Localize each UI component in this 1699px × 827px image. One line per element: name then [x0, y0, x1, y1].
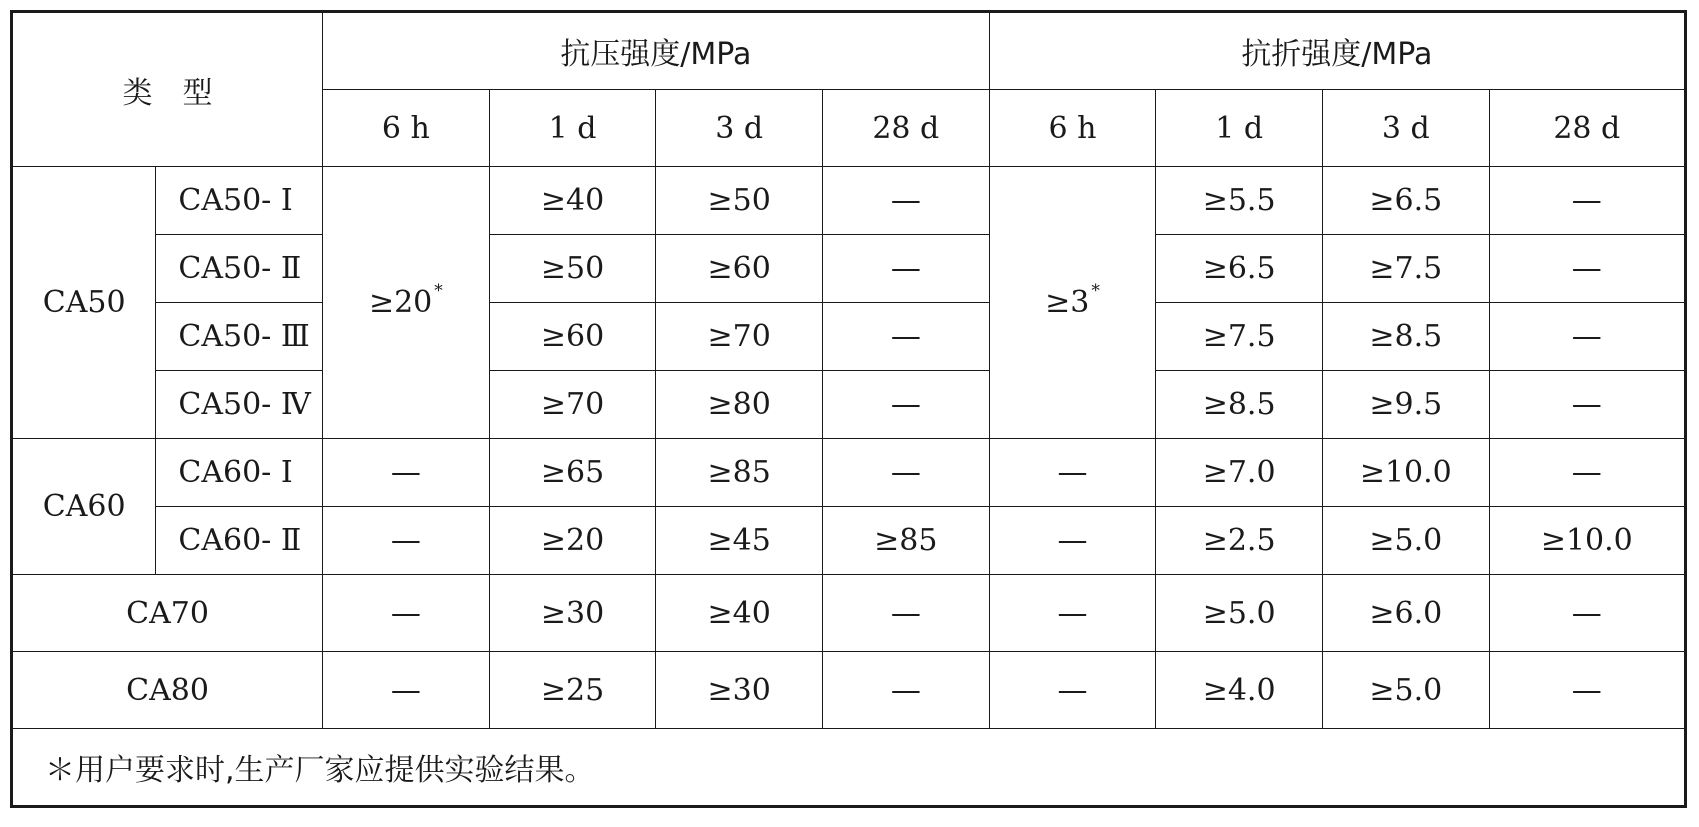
flexural-6h-cell: — [989, 439, 1156, 507]
footnote-row [12, 729, 1686, 807]
table-row [12, 235, 1686, 303]
footnote-mark: * [1091, 281, 1100, 301]
table-row [12, 303, 1686, 371]
flexural-6h-cell: — [989, 575, 1156, 652]
footnote-mark: * [434, 281, 443, 301]
age-header-compressive-3d: 3 d [656, 90, 823, 167]
age-header-compressive-28d: 28 d [822, 90, 989, 167]
table-row [12, 439, 1686, 507]
flexural-6h-cell [989, 167, 1156, 439]
flexural-3d-cell: ≥9.5 [1322, 371, 1489, 439]
flexural-3d-cell: ≥8.5 [1322, 303, 1489, 371]
flexural-3d-cell: ≥6.5 [1322, 167, 1489, 235]
flexural-1d-cell: ≥5.0 [1156, 575, 1323, 652]
compressive-3d-cell: ≥70 [656, 303, 823, 371]
table-row [12, 167, 1686, 235]
compressive-3d-cell: ≥60 [656, 235, 823, 303]
age-header-flexural-6h: 6 h [989, 90, 1156, 167]
compressive-28d-cell: — [822, 371, 989, 439]
footnote: ＊用户要求时,生产厂家应提供实验结果。 [12, 729, 1686, 807]
age-header-flexural-1d: 1 d [1156, 90, 1323, 167]
flexural-1d-cell: ≥2.5 [1156, 507, 1323, 575]
compressive-3d-cell: ≥45 [656, 507, 823, 575]
age-header-flexural-28d: 28 d [1489, 90, 1685, 167]
flexural-28d-cell: — [1489, 575, 1685, 652]
subtype-label: CA50- Ⅰ [156, 167, 323, 235]
flexural-1d-cell: ≥7.0 [1156, 439, 1323, 507]
age-header-compressive-1d: 1 d [489, 90, 656, 167]
flexural-3d-cell: ≥6.0 [1322, 575, 1489, 652]
subtype-label: CA50- Ⅱ [156, 235, 323, 303]
flexural-1d-cell: ≥5.5 [1156, 167, 1323, 235]
compressive-3d-cell: ≥30 [656, 652, 823, 729]
flexural-28d-cell: — [1489, 167, 1685, 235]
subtype-label: CA50- Ⅳ [156, 371, 323, 439]
compressive-6h-cell: — [323, 652, 490, 729]
compressive-1d-cell: ≥25 [489, 652, 656, 729]
strength-table [10, 10, 1687, 808]
flexural-6h-value: ≥3 [1045, 285, 1090, 320]
compressive-6h-cell: — [323, 575, 490, 652]
flexural-3d-cell: ≥10.0 [1322, 439, 1489, 507]
age-header-flexural-3d: 3 d [1322, 90, 1489, 167]
compressive-28d-cell: — [822, 303, 989, 371]
compressive-28d-cell: — [822, 167, 989, 235]
table-row [12, 507, 1686, 575]
flexural-3d-cell: ≥5.0 [1322, 652, 1489, 729]
compressive-3d-cell: ≥40 [656, 575, 823, 652]
compressive-6h-cell: — [323, 507, 490, 575]
table-row [12, 575, 1686, 652]
flexural-28d-cell: — [1489, 371, 1685, 439]
flexural-28d-cell: — [1489, 439, 1685, 507]
compressive-28d-cell: — [822, 575, 989, 652]
compressive-1d-cell: ≥50 [489, 235, 656, 303]
subtype-label: CA50- Ⅲ [156, 303, 323, 371]
flexural-1d-cell: ≥7.5 [1156, 303, 1323, 371]
flexural-28d-cell: — [1489, 303, 1685, 371]
table-row [12, 652, 1686, 729]
flexural-28d-cell: — [1489, 652, 1685, 729]
compressive-1d-cell: ≥40 [489, 167, 656, 235]
strength-table-container [10, 10, 1687, 808]
compressive-28d-cell: ≥85 [822, 507, 989, 575]
type-label-ca70: CA70 [12, 575, 323, 652]
group-label-ca60: CA60 [12, 439, 156, 575]
flexural-strength-header: 抗折强度/MPa [989, 12, 1685, 90]
age-header-compressive-6h: 6 h [323, 90, 490, 167]
compressive-28d-cell: — [822, 235, 989, 303]
compressive-3d-cell: ≥85 [656, 439, 823, 507]
flexural-3d-cell: ≥7.5 [1322, 235, 1489, 303]
type-header: 类 型 [12, 12, 323, 167]
compressive-1d-cell: ≥20 [489, 507, 656, 575]
group-label-ca50: CA50 [12, 167, 156, 439]
flexural-28d-cell: — [1489, 235, 1685, 303]
flexural-1d-cell: ≥6.5 [1156, 235, 1323, 303]
compressive-strength-header: 抗压强度/MPa [323, 12, 990, 90]
flexural-1d-cell: ≥4.0 [1156, 652, 1323, 729]
flexural-1d-cell: ≥8.5 [1156, 371, 1323, 439]
compressive-28d-cell: — [822, 652, 989, 729]
type-label-ca80: CA80 [12, 652, 323, 729]
subtype-label: CA60- Ⅰ [156, 439, 323, 507]
flexural-6h-cell: — [989, 507, 1156, 575]
compressive-3d-cell: ≥50 [656, 167, 823, 235]
compressive-1d-cell: ≥30 [489, 575, 656, 652]
subtype-label: CA60- Ⅱ [156, 507, 323, 575]
compressive-3d-cell: ≥80 [656, 371, 823, 439]
flexural-6h-cell: — [989, 652, 1156, 729]
compressive-6h-cell [323, 167, 490, 439]
compressive-1d-cell: ≥70 [489, 371, 656, 439]
header-row-1 [12, 12, 1686, 90]
table-row [12, 371, 1686, 439]
compressive-6h-value: ≥20 [368, 285, 433, 320]
flexural-28d-cell: ≥10.0 [1489, 507, 1685, 575]
compressive-1d-cell: ≥65 [489, 439, 656, 507]
flexural-3d-cell: ≥5.0 [1322, 507, 1489, 575]
compressive-1d-cell: ≥60 [489, 303, 656, 371]
compressive-6h-cell: — [323, 439, 490, 507]
compressive-28d-cell: — [822, 439, 989, 507]
